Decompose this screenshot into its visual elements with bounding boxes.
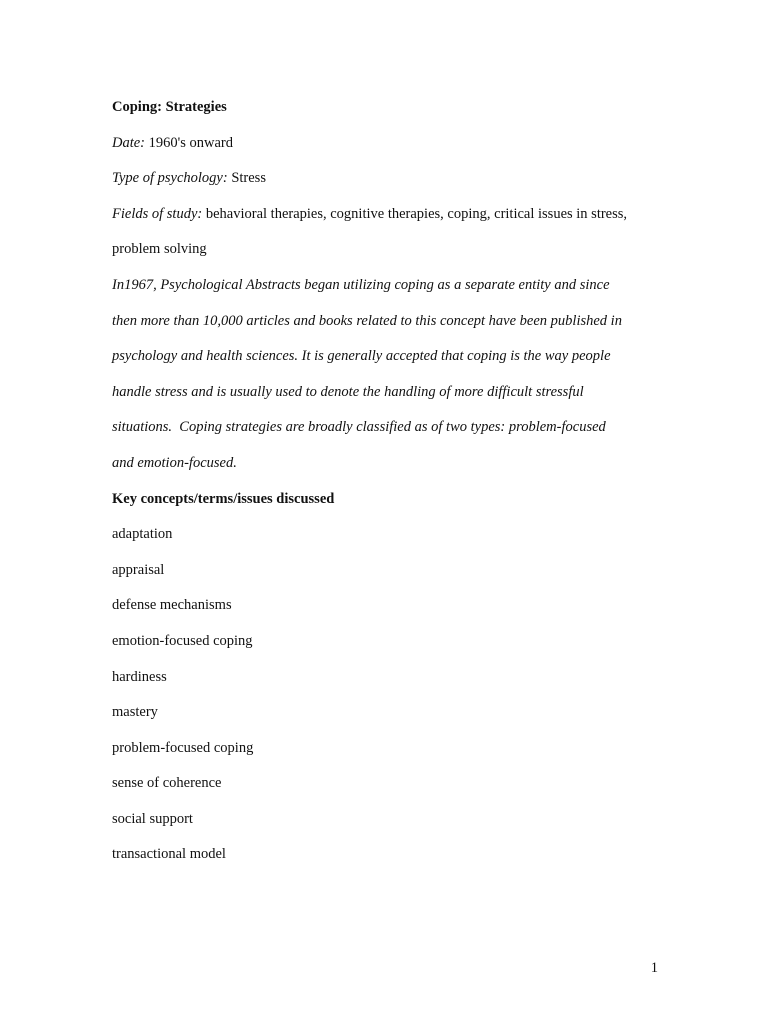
key-concept-item: hardiness bbox=[112, 668, 167, 685]
abstract-line: handle stress and is usually used to denote the handling of more difficult stressful bbox=[112, 383, 584, 400]
key-concept-item: adaptation bbox=[112, 526, 173, 543]
type-label: Type of psychology: bbox=[112, 170, 228, 187]
key-concept-item: defense mechanisms bbox=[112, 597, 232, 614]
abstract-line: situations. Coping strategies are broadly classified as of two types: problem-focused bbox=[112, 419, 606, 436]
fields-value: behavioral therapies, cognitive therapies, coping, critical issues in stress, bbox=[205, 205, 628, 222]
document-body bbox=[112, 90, 657, 873]
document-title: Coping: Strategies bbox=[112, 99, 227, 115]
date-label: Date: bbox=[112, 134, 146, 151]
key-concept-item: transactional model bbox=[112, 846, 226, 863]
abstract-line: and emotion-focused. bbox=[112, 454, 237, 471]
abstract-line: then more than 10,000 articles and books related to this concept have been published in bbox=[112, 312, 622, 329]
date-value: 1960's onward bbox=[148, 134, 234, 151]
fields-line bbox=[112, 197, 657, 233]
abstract-line: In1967, Psychological Abstracts began utilizing coping as a separate entity and since bbox=[112, 276, 610, 293]
fields-line-continued: problem solving bbox=[112, 241, 207, 258]
type-value: Stress bbox=[231, 170, 266, 187]
page-number: 1 bbox=[650, 960, 658, 976]
key-concept-item: mastery bbox=[112, 704, 158, 721]
key-concepts-heading: Key concepts/terms/issues discussed bbox=[112, 490, 335, 507]
abstract-line: psychology and health sciences. It is generally accepted that coping is the way people bbox=[112, 348, 611, 365]
key-concept-item: sense of coherence bbox=[112, 775, 222, 792]
fields-label: Fields of study: bbox=[112, 205, 203, 222]
type-line bbox=[112, 161, 657, 197]
key-concept-item: problem-focused coping bbox=[112, 739, 254, 756]
date-line bbox=[112, 126, 657, 162]
key-concept-item: emotion-focused coping bbox=[112, 632, 253, 649]
key-concept-item: social support bbox=[112, 810, 193, 827]
key-concept-item: appraisal bbox=[112, 561, 165, 578]
